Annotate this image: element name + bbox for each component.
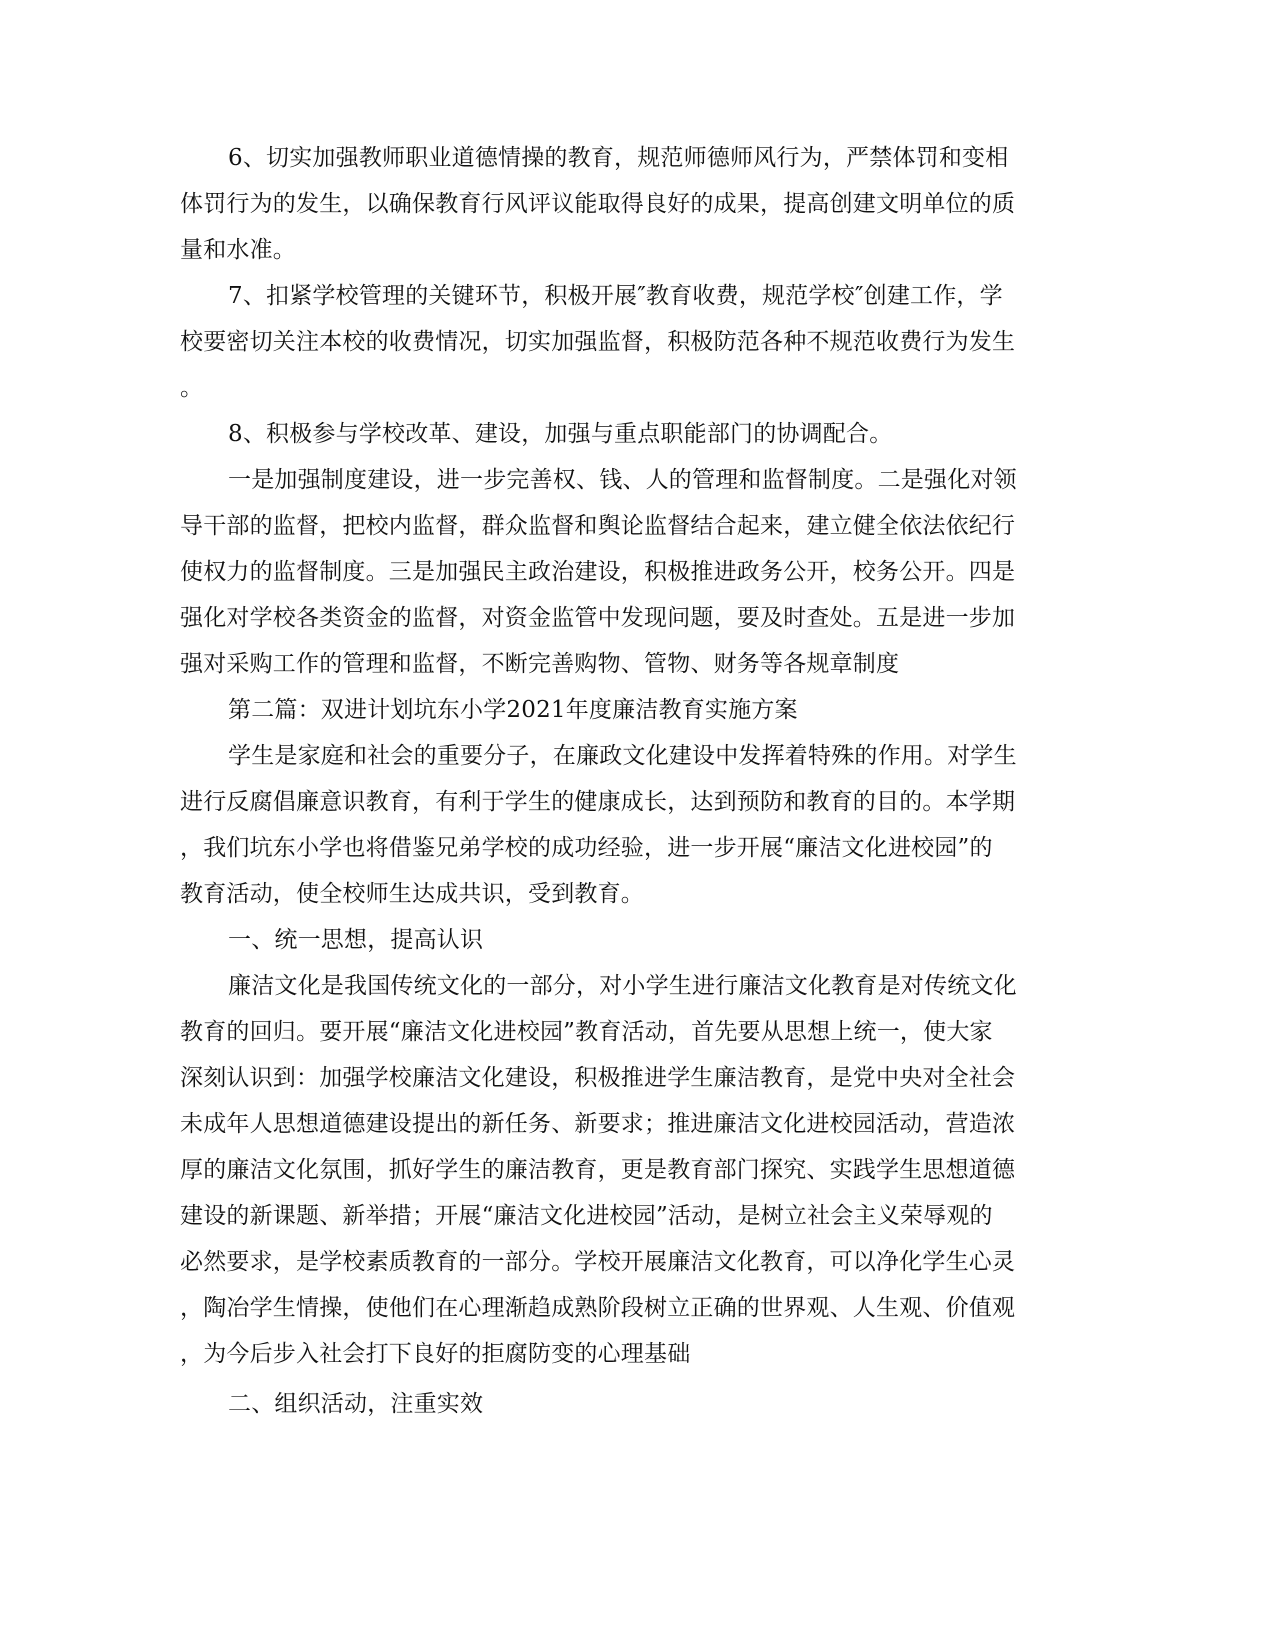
paragraph-intro-line-4: 教育活动，使全校师生达成共识，受到教育。: [180, 881, 644, 907]
paragraph-intro-line-2: 进行反腐倡廉意识教育，有利于学生的健康成长，达到预防和教育的目的。本学期: [180, 789, 1016, 815]
paragraph-intro-line-1: 学生是家庭和社会的重要分子，在廉政文化建设中发挥着特殊的作用。对学生: [228, 743, 1017, 769]
subheading-one: 一、统一思想，提高认识: [228, 927, 484, 953]
paragraph-culture-line-5: 厚的廉洁文化氛围，抓好学生的廉洁教育，更是教育部门探究、实践学生思想道德: [180, 1157, 1016, 1183]
paragraph-item-6-line-2: 体罚行为的发生，以确保教育行风评议能取得良好的成果，提高创建文明单位的质: [180, 191, 1016, 217]
paragraph-item-7-line-2: 校要密切关注本校的收费情况，切实加强监督，积极防范各种不规范收费行为发生: [180, 329, 1016, 355]
paragraph-measures-line-3: 使权力的监督制度。三是加强民主政治建设，积极推进政务公开，校务公开。四是: [180, 559, 1016, 585]
paragraph-culture-line-8: ，陶冶学生情操，使他们在心理渐趋成熟阶段树立正确的世界观、人生观、价值观: [180, 1295, 1016, 1321]
section-heading-part-two: 第二篇：双进计划坑东小学2021年度廉洁教育实施方案: [228, 697, 798, 723]
paragraph-culture-line-4: 未成年人思想道德建设提出的新任务、新要求；推进廉洁文化进校园活动，营造浓: [180, 1111, 1016, 1137]
paragraph-culture-line-7: 必然要求，是学校素质教育的一部分。学校开展廉洁文化教育，可以净化学生心灵: [180, 1249, 1016, 1275]
paragraph-culture-line-3: 深刻认识到：加强学校廉洁文化建设，积极推进学生廉洁教育，是党中央对全社会: [180, 1065, 1016, 1091]
paragraph-culture-line-1: 廉洁文化是我国传统文化的一部分，对小学生进行廉洁文化教育是对传统文化: [228, 973, 1017, 999]
paragraph-item-7-line-1: 7、扣紧学校管理的关键环节，积极开展″教育收费，规范学校″创建工作，学: [228, 283, 1003, 309]
paragraph-culture-line-9: ，为今后步入社会打下良好的拒腐防变的心理基础: [180, 1341, 691, 1367]
subheading-two: 二、组织活动，注重实效: [228, 1391, 484, 1417]
paragraph-measures-line-2: 导干部的监督，把校内监督，群众监督和舆论监督结合起来，建立健全依法依纪行: [180, 513, 1016, 539]
paragraph-measures-line-5: 强对采购工作的管理和监督，不断完善购物、管物、财务等各规章制度: [180, 651, 900, 677]
paragraph-intro-line-3: ，我们坑东小学也将借鉴兄弟学校的成功经验，进一步开展“廉洁文化进校园”的: [180, 835, 993, 861]
paragraph-measures-line-1: 一是加强制度建设，进一步完善权、钱、人的管理和监督制度。二是强化对领: [228, 467, 1017, 493]
paragraph-item-8-line-1: 8、积极参与学校改革、建设，加强与重点职能部门的协调配合。: [228, 421, 893, 447]
paragraph-item-6-line-3: 量和水准。: [180, 237, 296, 263]
paragraph-measures-line-4: 强化对学校各类资金的监督，对资金监管中发现问题，要及时查处。五是进一步加: [180, 605, 1016, 631]
paragraph-culture-line-2: 教育的回归。要开展“廉洁文化进校园”教育活动，首先要从思想上统一，使大家: [180, 1019, 993, 1045]
paragraph-item-7-line-3: 。: [180, 375, 204, 401]
paragraph-culture-line-6: 建设的新课题、新举措；开展“廉洁文化进校园”活动，是树立社会主义荣辱观的: [180, 1203, 993, 1229]
paragraph-item-6-line-1: 6、切实加强教师职业道德情操的教育，规范师德师风行为，严禁体罚和变相: [228, 145, 1009, 171]
